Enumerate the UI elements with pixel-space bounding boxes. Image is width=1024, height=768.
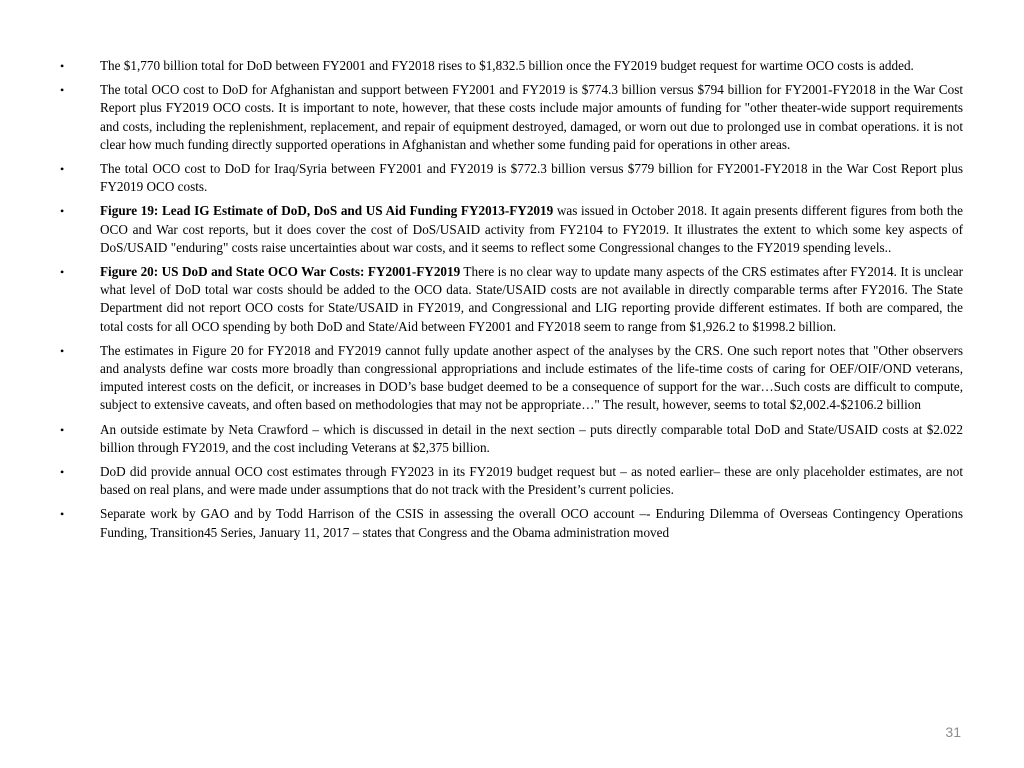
bullet-body: The estimates in Figure 20 for FY2018 and FY2019 cannot fully update another aspect of the analyses by the CRS. One such report notes that "Other observers and analysts define war costs more broadly than congressional appropriations and include estimates of the life-time costs of caring for OEF/OIF/OND veterans, imputed interest costs on the deficit, or increases in DOD’s base budget deemed to be a consequence of support for the war…Such costs are difficult to compute, subject to extensive caveats, and often based on methodologies that may not be appropriate…" The result, however, seems to total $2,002.4-$2106.2 billion — [100, 342, 963, 413]
bullet-body: was issued in October 2018. It again presents different figures from both the OCO and War cost reports, but it does cover the cost of DoS/USAID activity from FY2104 to FY2019. It illustrates the extent to which some key aspects of DoS/USAID "enduring" costs raise uncertainties about war costs, and it seems to reflect some Congressional changes to the FY2019 spending levels.. — [100, 203, 963, 255]
bullet-icon: • — [60, 265, 65, 280]
bullet-list — [56, 57, 963, 548]
bullet-item — [56, 81, 963, 154]
bullet-text — [100, 464, 963, 497]
bullet-item — [56, 263, 963, 336]
bullet-item — [56, 202, 963, 257]
bullet-item — [56, 160, 963, 196]
bullet-item — [56, 342, 963, 415]
bullet-body: Separate work by GAO and by Todd Harrison of the CSIS in assessing the overall OCO account –- Enduring Dilemma of Overseas Contingency Operations Funding, Transition45 Series, January 11, 2017 – states that Congress and the Obama administration moved — [100, 506, 963, 540]
bullet-text — [100, 161, 963, 194]
bullet-icon: • — [60, 422, 65, 437]
bullet-text — [100, 422, 963, 455]
bullet-item — [56, 57, 963, 75]
bullet-body: The total OCO cost to DoD for Afghanistan and support between FY2001 and FY2019 is $774.3 billion versus $794 billion for FY2001-FY2018 in the War Cost Report plus FY2019 OCO costs. It is important to note, however, that these costs include major amounts of funding for "other theater-wide support requirements and costs, including the replenishment, replacement, and repair of equipment destroyed, damaged, or worn out due to prolonged use in combat operations. it is not clear how much funding directly supported operations in Afghanistan and whether some funding paid for operations in other areas. — [100, 82, 963, 152]
bullet-icon: • — [60, 343, 65, 358]
bullet-text — [100, 264, 963, 334]
bullet-icon: • — [60, 204, 65, 219]
bullet-icon: • — [60, 162, 65, 177]
bullet-icon: • — [60, 465, 65, 480]
bullet-item — [56, 463, 963, 499]
bullet-text — [100, 343, 963, 413]
bullet-lead: Figure 20: US DoD and State OCO War Costs: FY2001-FY2019 — [100, 264, 461, 280]
bullet-icon: • — [60, 59, 65, 73]
bullet-body: The total OCO cost to DoD for Iraq/Syria between FY2001 and FY2019 is $772.3 billion versus $779 billion for FY2001-FY2018 in the War Cost Report plus FY2019 OCO costs. — [100, 161, 963, 195]
bullet-icon: • — [60, 507, 65, 522]
bullet-text — [100, 506, 963, 539]
bullet-item — [56, 421, 963, 457]
page-number: 31 — [945, 724, 961, 740]
bullet-body: There is no clear way to update many aspects of the CRS estimates after FY2014. It is unclear what level of DoD total war costs should be added to the OCO data. State/USAID costs are not available in directly comparable terms after FY2016. The State Department did not report OCO costs for State/USAID in FY2019, and Congressional and LIG reporting provide different estimates. If both are compared, the total costs for all OCO spending by both DoD and State/Aid between FY2001 and FY2018 seem to range from $1,926.2 to $1998.2 billion. — [100, 264, 963, 334]
bullet-text — [100, 203, 963, 254]
bullet-body: An outside estimate by Neta Crawford – which is discussed in detail in the next section – puts directly comparable total DoD and State/USAID costs at $2.022 billion through FY2019, and the cost including Veterans at $2,375 billion. — [100, 421, 963, 455]
bullet-item — [56, 505, 963, 541]
bullet-lead: Figure 19: Lead IG Estimate of DoD, DoS and US Aid Funding FY2013-FY2019 — [100, 203, 554, 219]
bullet-text — [100, 58, 914, 73]
bullet-body: The $1,770 billion total for DoD between FY2001 and FY2018 rises to $1,832.5 billion once the FY2019 budget request for wartime OCO costs is added. — [100, 58, 914, 73]
bullet-icon: • — [60, 83, 65, 98]
bullet-body: DoD did provide annual OCO cost estimates through FY2023 in its FY2019 budget request but – as noted earlier– these are only placeholder estimates, are not based on real plans, and were made under assumptions that do not track with the President’s current policies. — [100, 464, 963, 498]
bullet-text — [100, 82, 963, 152]
